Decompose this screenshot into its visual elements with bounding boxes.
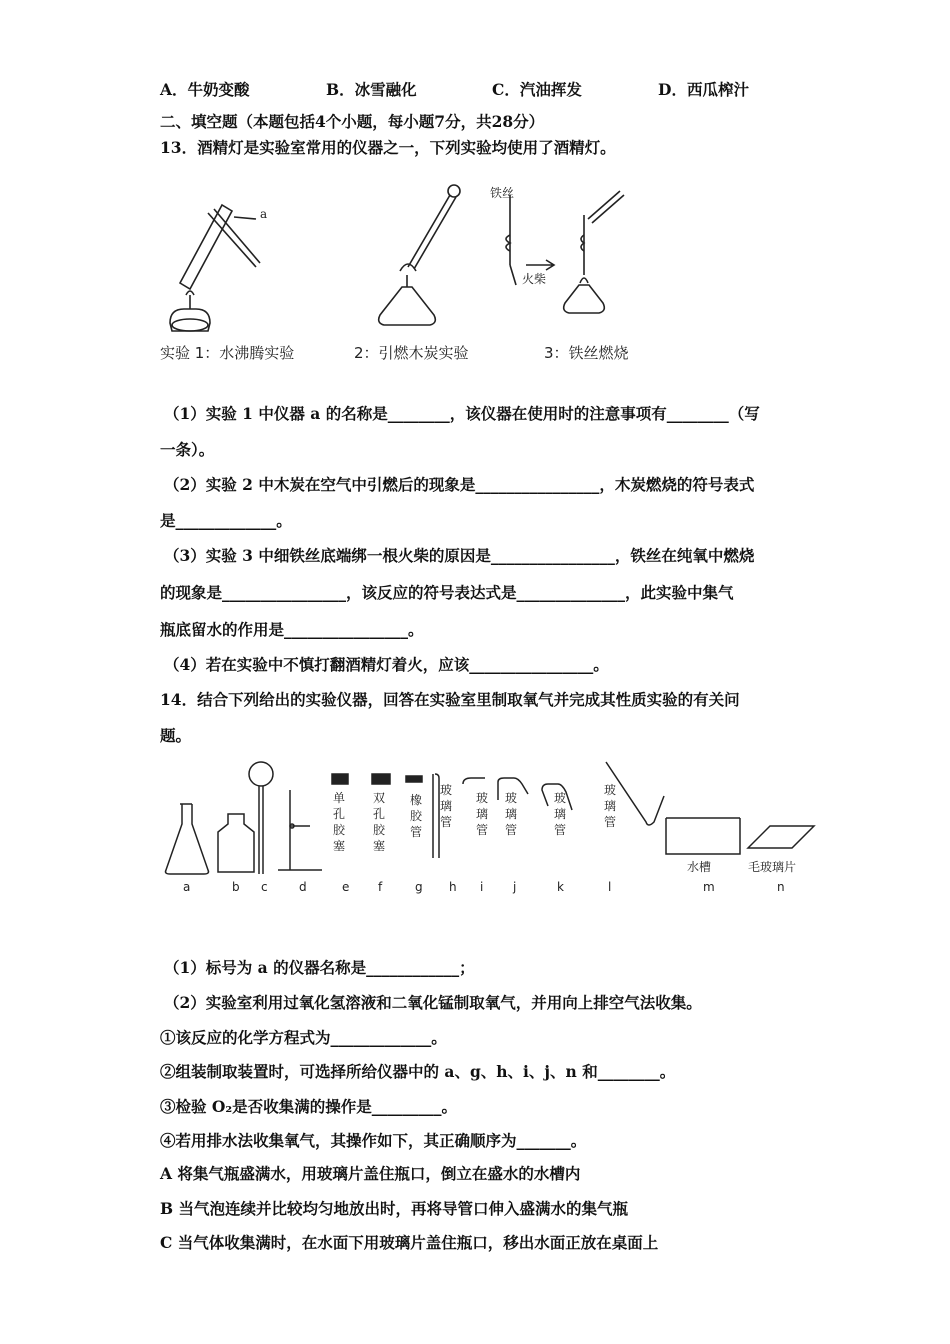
q14-part2: （2）实验室利用过氧化氢溶液和二氧化锰制取氧气，并用向上排空气法收集。 [164,993,702,1012]
q14-step1: ①该反应的化学方程式为_____________。 [160,1028,447,1047]
water-trough [666,818,740,854]
conical-flask [166,804,209,874]
letter-n: n [777,880,785,894]
label-iron-wire: 铁丝 [490,186,515,200]
q13-part2-line1: （2）实验 2 中木炭在空气中引燃后的现象是________________，木炭燃烧的符号表式 [164,475,755,494]
letter-m: m [703,880,715,894]
glass-tube-i [463,778,485,784]
q14-part1: （1）标号为 a 的仪器名称是____________； [164,958,475,977]
gas-bottle [218,814,254,872]
label-i: 玻璃管 [476,791,489,837]
option-c: C．汽油挥发 [492,80,582,99]
letter-h: h [449,880,457,894]
letter-d: d [299,880,307,894]
iron-stand [278,790,322,870]
caption-exp2: 2：引燃木炭实验 [354,344,469,362]
experiment1-apparatus [170,205,260,331]
letter-i: i [480,880,484,894]
q13-part4: （4）若在实验中不慎打翻酒精灯着火，应该________________。 [164,655,609,674]
single-hole-stopper [332,774,348,784]
label-l: 玻璃管 [604,783,617,829]
q14-step3: ③检验 O₂是否收集满的操作是_________。 [160,1097,457,1116]
option-a: A．牛奶变酸 [160,80,250,99]
section-title: 二、填空题（本题包括4个小题，每小题7分，共28分） [160,112,545,131]
q14-option-b: B 当气泡连续并比较均匀地放出时，再将导管口伸入盛满水的集气瓶 [160,1199,628,1218]
q14-stem-line2: 题。 [160,726,192,745]
q14-apparatus-figure [160,760,820,880]
q13-stem: 13．酒精灯是实验室常用的仪器之一，下列实验均使用了酒精灯。 [160,138,616,157]
experiment3-apparatus [506,191,624,313]
double-hole-stopper [372,774,390,784]
glass-tube-h [433,774,439,858]
letter-c: c [261,880,268,894]
label-j: 玻璃管 [505,791,518,837]
label-h: 玻璃管 [440,783,453,829]
q13-part3-line3: 瓶底留水的作用是________________。 [160,620,424,639]
q14-step2: ②组装制取装置时，可选择所给仪器中的 a、g、h、i、j、n 和________。 [160,1062,676,1081]
q13-part1-line1: （1）实验 1 中仪器 a 的名称是________，该仪器在使用时的注意事项有________（写 [164,404,760,423]
q13-part1-line2: 一条）。 [160,440,215,459]
label-f: 双孔胶塞 [373,791,386,853]
letter-g: g [415,880,423,894]
q13-part3-line1: （3）实验 3 中细铁丝底端绑一根火柴的原因是________________，铁丝在纯氧中燃烧 [164,546,755,565]
letter-k: k [557,880,564,894]
letter-l: l [608,880,612,894]
caption-exp1: 实验 1：水沸腾实验 [160,344,295,362]
label-match: 火柴 [522,272,547,286]
label-n: 毛玻璃片 [748,860,797,874]
label-k: 玻璃管 [554,791,567,837]
q14-option-c: C 当气体收集满时，在水面下用玻璃片盖住瓶口，移出水面正放在桌面上 [160,1233,659,1252]
q13-part3-line2: 的现象是________________，该反应的符号表达式是______________，此实验中集气 [160,583,734,602]
label-e: 单孔胶塞 [333,791,346,853]
caption-exp3: 3：铁丝燃烧 [544,344,629,362]
rubber-tube [406,776,422,782]
q14-step4: ④若用排水法收集氧气，其操作如下，其正确顺序为_______。 [160,1131,587,1150]
letter-a: a [183,880,191,894]
letter-b: b [232,880,240,894]
letter-e: e [342,880,350,894]
funnel [249,762,273,874]
letter-j: j [513,880,517,894]
q14-option-a: A 将集气瓶盛满水，用玻璃片盖住瓶口，倒立在盛水的水槽内 [160,1164,581,1183]
option-d: D．西瓜榨汁 [658,80,749,99]
label-g: 橡胶管 [410,793,423,839]
letter-f: f [378,880,383,894]
label-m: 水槽 [687,860,712,874]
experiment2-apparatus [379,185,460,325]
q14-stem-line1: 14．结合下列给出的实验仪器，回答在实验室里制取氧气并完成其性质实验的有关问 [160,690,740,709]
q13-part2-line2: 是_____________。 [160,511,292,530]
label-a: a [260,207,268,221]
option-b: B．冰雪融化 [326,80,417,99]
glass-plate [748,826,814,848]
